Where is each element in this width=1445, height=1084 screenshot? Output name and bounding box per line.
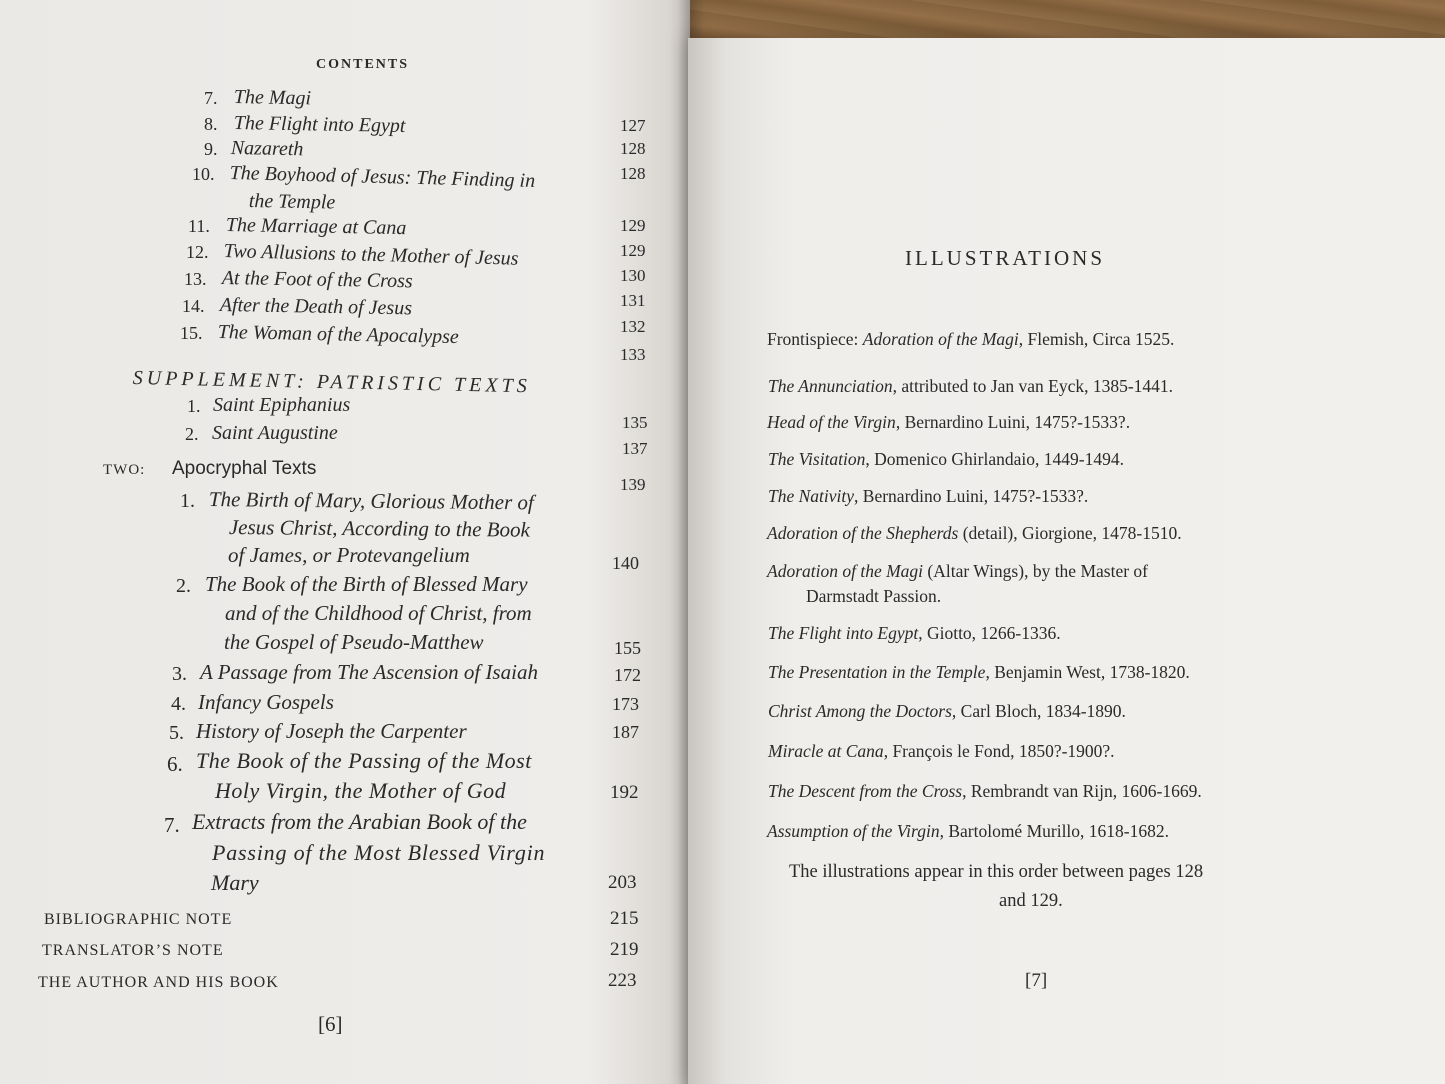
- entry-title: History of Joseph the Carpenter: [196, 719, 467, 743]
- entry-title-continuation: the Gospel of Pseudo-Matthew: [224, 630, 484, 654]
- entry-title-continuation: the Temple: [248, 190, 336, 214]
- entry-number: 3.: [172, 663, 187, 685]
- illustrations-note-continuation: and 129.: [999, 891, 1063, 911]
- illustration-title: Adoration of the Shepherds: [767, 523, 959, 543]
- entry-number: 2.: [176, 575, 191, 597]
- illustration-title: Miracle at Cana: [768, 741, 884, 761]
- page-number: 215: [610, 908, 639, 929]
- back-matter-entry: THE AUTHOR AND HIS BOOK: [38, 974, 279, 991]
- entry-title: Saint Epiphanius: [213, 394, 351, 416]
- illustration-item: [768, 741, 1115, 762]
- illustration-credit: , Bernardino Luini, 1475?-1533?.: [895, 412, 1131, 432]
- page-number: 187: [612, 722, 639, 742]
- illustration-item: [768, 781, 1202, 802]
- page-number: 127: [620, 116, 646, 135]
- illustration-title: The Nativity: [768, 486, 855, 506]
- illustration-title: The Annunciation: [768, 376, 893, 396]
- folio-right: [7]: [1025, 970, 1048, 991]
- illustration-title: Christ Among the Doctors: [768, 701, 952, 721]
- entry-number: 14.: [182, 296, 205, 316]
- illustration-item: [767, 412, 1130, 433]
- illustration-credit: (detail), Giorgione, 1478-1510.: [958, 523, 1182, 543]
- illustration-prefix: Frontispiece:: [767, 329, 863, 349]
- entry-number: 4.: [171, 693, 186, 715]
- entry-title: The Book of the Birth of Blessed Mary: [205, 572, 528, 596]
- page-number: 192: [610, 782, 639, 803]
- illustration-item: [768, 449, 1124, 470]
- entry-number: 7.: [164, 813, 180, 837]
- part-title: Apocryphal Texts: [172, 458, 317, 479]
- entry-title: At the Foot of the Cross: [221, 267, 413, 293]
- page-number: 173: [612, 694, 639, 714]
- entry-number: 8.: [204, 114, 218, 134]
- illustration-title: The Presentation in the Temple: [768, 662, 986, 682]
- entry-title: The Marriage at Cana: [225, 214, 407, 240]
- entry-title: Infancy Gospels: [198, 690, 334, 714]
- entry-title: Saint Augustine: [212, 422, 338, 444]
- illustration-credit: , Flemish, Circa 1525.: [1018, 329, 1175, 349]
- page-number: 219: [610, 939, 639, 960]
- entry-title: A Passage from The Ascension of Isaiah: [200, 660, 538, 684]
- page-number: 139: [620, 475, 646, 494]
- page-number: 130: [620, 266, 646, 285]
- page-number: 223: [608, 970, 637, 991]
- illustration-title: The Visitation: [768, 449, 866, 469]
- entry-number: 7.: [204, 88, 218, 108]
- illustration-credit: , Bernardino Luini, 1475?-1533?.: [854, 486, 1089, 506]
- supplement-heading: SUPPLEMENT: PATRISTIC TEXTS: [132, 367, 531, 398]
- illustrations-note: The illustrations appear in this order between pages 128: [789, 862, 1204, 882]
- page-number: 129: [620, 241, 646, 260]
- entry-number: 12.: [186, 242, 209, 262]
- illustration-item: [767, 821, 1169, 842]
- entry-title: The Book of the Passing of the Most: [196, 748, 532, 773]
- illustration-item-continuation: Darmstadt Passion.: [806, 586, 942, 606]
- illustration-title: Adoration of the Magi: [767, 561, 924, 581]
- page-number: 172: [614, 665, 641, 685]
- entry-number: 6.: [167, 752, 183, 776]
- illustration-credit: , Rembrandt van Rijn, 1606-1669.: [962, 781, 1202, 801]
- page-number: 129: [620, 216, 646, 235]
- illustration-item: [768, 376, 1173, 397]
- entry-number: 11.: [188, 216, 210, 236]
- entry-number: 10.: [192, 164, 215, 184]
- illustration-title: Adoration of the Magi: [862, 329, 1019, 349]
- page-number: 128: [620, 164, 646, 183]
- entry-title-continuation: Holy Virgin, the Mother of God: [215, 778, 507, 803]
- illustration-item: [768, 662, 1190, 683]
- entry-title: The Boyhood of Jesus: The Finding in: [229, 162, 536, 192]
- illustration-title: Head of the Virgin: [767, 412, 896, 432]
- entry-number: 1.: [187, 396, 201, 416]
- entry-title: Two Allusions to the Mother of Jesus: [223, 240, 519, 270]
- illustrations-heading: ILLUSTRATIONS: [905, 246, 1105, 270]
- entry-title: The Magi: [233, 86, 312, 110]
- illustration-item: [768, 486, 1088, 507]
- entry-title: The Woman of the Apocalypse: [217, 321, 460, 349]
- folio-left: [6]: [318, 1012, 343, 1036]
- left-page: [0, 0, 690, 1084]
- page-number: 135: [622, 413, 648, 432]
- illustration-item: [767, 561, 1148, 582]
- entry-number: 5.: [169, 722, 184, 744]
- illustration-credit: , Bartolomé Murillo, 1618-1682.: [939, 821, 1170, 841]
- entry-title: The Flight into Egypt: [233, 112, 406, 137]
- illustration-credit: , attributed to Jan van Eyck, 1385-1441.: [892, 376, 1174, 396]
- page-number: 128: [620, 139, 646, 158]
- page-number: 155: [614, 638, 641, 658]
- illustration-title: The Descent from the Cross: [768, 781, 963, 801]
- back-matter-entry: TRANSLATOR’S NOTE: [42, 942, 224, 959]
- contents-heading: CONTENTS: [316, 57, 410, 72]
- entry-title-continuation: Passing of the Most Blessed Virgin: [212, 840, 546, 865]
- entry-title: After the Death of Jesus: [219, 294, 413, 320]
- illustration-credit: , François le Fond, 1850?-1900?.: [883, 741, 1115, 761]
- illustration-item: [768, 701, 1126, 722]
- illustration-credit: , Carl Bloch, 1834-1890.: [951, 701, 1126, 721]
- back-matter-entry: BIBLIOGRAPHIC NOTE: [44, 911, 233, 928]
- page-number: 133: [620, 345, 646, 364]
- illustration-item: [767, 523, 1182, 544]
- entry-number: 15.: [180, 323, 203, 343]
- entry-number: 1.: [180, 490, 195, 512]
- part-label: TWO:: [103, 462, 146, 478]
- illustration-credit: , Giotto, 1266-1336.: [918, 623, 1061, 643]
- page-number: 131: [620, 291, 646, 310]
- illustration-credit: , Benjamin West, 1738-1820.: [985, 662, 1190, 682]
- page-number: 203: [608, 872, 637, 893]
- entry-title-continuation: Jesus Christ, According to the Book: [228, 515, 530, 542]
- entry-title-continuation: Mary: [211, 870, 259, 895]
- page-number: 132: [620, 317, 646, 336]
- entry-title-continuation: and of the Childhood of Christ, from: [225, 601, 532, 625]
- entry-number: 2.: [185, 424, 199, 444]
- entry-number: 9.: [204, 139, 218, 159]
- illustration-title: Assumption of the Virgin: [767, 821, 940, 841]
- entry-number: 13.: [184, 269, 207, 289]
- illustration-title: The Flight into Egypt: [768, 623, 919, 643]
- entry-title: The Birth of Mary, Glorious Mother of: [208, 487, 534, 515]
- entry-title: Nazareth: [230, 137, 304, 161]
- illustration-credit: , Domenico Ghirlandaio, 1449-1494.: [865, 449, 1124, 469]
- illustration-item: [768, 623, 1061, 644]
- illustration-credit: (Altar Wings), by the Master of: [923, 561, 1148, 581]
- page-number: 140: [612, 553, 639, 573]
- entry-title: Extracts from the Arabian Book of the: [192, 809, 527, 834]
- page-number: 137: [622, 439, 648, 458]
- entry-title-continuation: of James, or Protevangelium: [228, 543, 470, 567]
- illustration-item: [767, 329, 1174, 350]
